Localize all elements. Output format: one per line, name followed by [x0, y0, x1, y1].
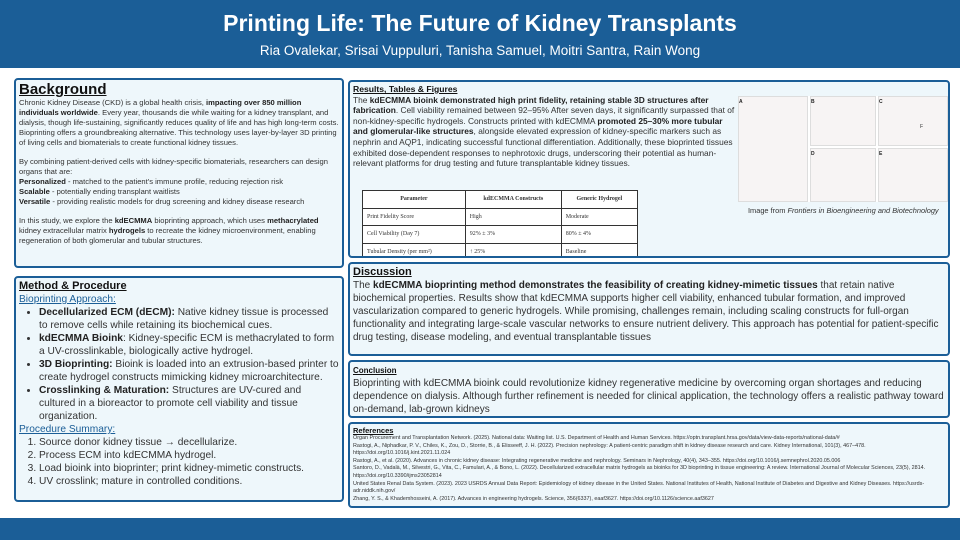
results-text: [353, 95, 738, 169]
background-heading: Background: [19, 81, 107, 98]
procedure-step: 2. Process ECM into kdECMMA hydrogel.: [39, 449, 339, 462]
cell: 92% ± 3%: [465, 226, 561, 244]
figure-caption: [748, 206, 939, 217]
reference-item: Rastogi, A., et al. (2020). Advances in chronic kidney disease: Integrating regenerative medicine and nephrology. Seminars in Nephrology, 40(4), 343–355. https://doi.org/10.1016/j.semnephrol.2020.05.006: [353, 457, 841, 464]
highlight: kdECMMA bioink demonstrated high print fidelity, retaining stable 3D structures after fabrication: [353, 94, 709, 116]
text: that retain native biochemical properties. Results show that kdECMMA supports higher cell viability, enhanced tubular formation, and improved vascularization compared to generic hydrogels. While promising, challenges remain, including scaling constructs for full-organ functionality and integrating large-scale vascular networks to ensure nutrient delivery. This approach has potential for patient-specific drug testing, disease modeling, and eventual transplantable tissues: [353, 280, 939, 343]
cell: High: [465, 208, 561, 226]
approach-step: [39, 306, 339, 332]
term: Scalable: [19, 187, 50, 196]
discussion-section: [348, 262, 950, 356]
panel-label: D: [811, 151, 815, 157]
conclusion-section: [348, 360, 950, 418]
poster-title: Printing Life: The Future of Kidney Transplants: [223, 10, 737, 36]
text: bioprinting approach, which uses: [152, 216, 268, 225]
highlight: impacting over 850 million individuals worldwide: [19, 98, 302, 117]
reference-item: Zhang, Y. S., & Khademhosseini, A. (2017). Advances in engineering hydrogels. Science, 356(6337), eaaf3627. https://doi.org/10.1126/science.aaf3627: [353, 495, 714, 502]
highlight: methacrylated: [267, 216, 319, 225]
background-paragraph-1: [19, 98, 339, 148]
highlight: kdECMMA: [114, 216, 153, 225]
discussion-heading: Discussion: [353, 266, 412, 278]
background-section: [14, 78, 344, 268]
text: . Every year, thousands die while waiting for a kidney transplant, and dialysis, though life-sustaining, significantly reduces quality of life and has high long-term costs. Bioprinting offers a groundbreaking alternative. This technology uses layer-by-layer 3D printing of living cells and biomaterials to create functional kidney tissues.: [19, 108, 339, 147]
cell: ↑ 25%: [465, 243, 561, 258]
procedure-step: 3. Load bioink into bioprinter; print kidney-mimetic constructs.: [39, 462, 339, 475]
authors: Ria Ovalekar, Srisai Vuppuluri, Tanisha Samuel, Moitri Santra, Rain Wong: [259, 43, 701, 58]
figure-panel: [738, 96, 808, 202]
table-row: [363, 243, 638, 258]
table-row: [363, 226, 638, 244]
text: The: [353, 94, 370, 105]
panel-label: A: [739, 99, 743, 105]
conclusion-text: Bioprinting with kdECMMA bioink could revolutionize kidney regenerative medicine by overcoming organ shortages and reducing dependence on dialysis. Although further refinement is needed for clinical application, the technology offers a realistic pathway toward on-demand, lab-grown kidneys: [353, 378, 944, 415]
highlight: hydrogels: [108, 226, 146, 235]
reference-item: Santoro, D., Vadalà, M., Silvestri, G., Vita, C., Famulari, A., & Bono, L. (2022). Decellularized extracellular matrix hydrogels as bioinks for 3D bioprinting in tissue engineering: A review. International Journal of Molecular Sciences, 23(5), 2814. https://doi.org/10.3390/ijms23052814: [353, 465, 926, 479]
term: Decellularized ECM (dECM):: [39, 307, 175, 318]
reference-item: United States Renal Data System. (2023). 2023 USRDS Annual Data Report: Epidemiology of kidney disease in the United States. National Institutes of Health, National Institute of Diabetes and Digestive and Kidney Diseases. https://usrds-adr.niddk.nih.gov/: [353, 480, 925, 495]
cell: Print Fidelity Score: [363, 208, 466, 226]
desc: - providing realistic models for drug screening and kidney disease research: [50, 197, 305, 206]
figure-panel: [878, 148, 948, 202]
benefit-item: [19, 187, 339, 197]
cell: Cell Viability (Day 7): [363, 226, 466, 244]
desc: Structures are UV-cured and cultured in a bioreactor to promote cell viability and tissue organization.: [39, 385, 302, 422]
panel-label: F: [920, 124, 924, 130]
text: . Cell viability remained between 92–95% After seven days, it significantly surpassed that of non-kidney-specific hydrogels. Constructs printed with kdECMMA: [353, 105, 735, 126]
table-row: [363, 208, 638, 226]
references-section: [348, 422, 950, 508]
table-header: Parameter: [363, 191, 466, 209]
approach-list: [19, 306, 339, 423]
term: kdECMMA Bioink: [39, 333, 123, 344]
term: Versatile: [19, 197, 51, 206]
reference-item: Organ Procurement and Transplantation Network. (2025). National data: Waiting list. U.S. Department of Health and Human Services. https://optn.transplant.hrsa.gov/data/view-data-reports/national-data/#: [353, 435, 840, 441]
procedure-step: 4. UV crosslink; mature in controlled conditions.: [39, 475, 339, 488]
cell: Moderate: [561, 208, 637, 226]
discussion-text: [353, 279, 945, 344]
procedure-list: [19, 436, 339, 488]
term: Personalized: [19, 177, 66, 186]
cell: 80% ± 4%: [561, 226, 637, 244]
results-section: [348, 80, 950, 258]
text: , alongside elevated expression of kidney-specific markers such as nephrin and AQP1, indicating successful functional differentiation. Additionally, these bioprinted tissues exhibited dose-dependent responses to nephrotoxic drugs, underscoring their potential as human-relevant platforms for drug testing and future transplantable kidney tissues.: [353, 126, 733, 169]
references-heading: References: [353, 426, 394, 435]
highlight: kdECMMA bioprinting method demonstrates the feasibility of creating kidney-mimetic tissues: [373, 280, 818, 291]
desc: Native kidney tissue is processed to remove cells while retaining its biochemical cues.: [39, 307, 329, 331]
title-banner: [0, 0, 960, 68]
text: The: [353, 280, 374, 291]
results-heading: Results, Tables & Figures: [353, 84, 458, 94]
method-heading: Method & Procedure: [19, 280, 127, 292]
caption-prefix: Image from: [748, 206, 788, 215]
procedure-summary-subheading: Procedure Summary:: [19, 424, 116, 435]
procedure-step: 1. Source donor kidney tissue → decellularize.: [39, 436, 339, 449]
figure-panel: [810, 96, 876, 146]
panel-label: C: [879, 99, 883, 105]
text: In this study, we explore the: [19, 216, 115, 225]
panel-label: E: [879, 151, 883, 157]
term: Crosslinking & Maturation:: [39, 385, 170, 396]
bioprinting-approach-subheading: Bioprinting Approach:: [19, 294, 116, 305]
term: 3D Bioprinting:: [39, 359, 113, 370]
cell: Baseline: [561, 243, 637, 258]
table-header: Generic Hydrogel: [561, 191, 637, 209]
caption-source: Frontiers in Bioengineering and Biotechnology: [787, 206, 939, 215]
approach-step: [39, 332, 339, 358]
background-paragraph-3: [19, 216, 339, 246]
approach-step: [39, 358, 339, 384]
text: Chronic Kidney Disease (CKD) is a global health crisis,: [19, 98, 206, 107]
desc: - potentially ending transplant waitlists: [49, 187, 180, 196]
results-table: [362, 190, 638, 258]
cell: Tubular Density (per mm²): [363, 243, 466, 258]
footer-bar: [0, 518, 960, 540]
method-section: [14, 276, 344, 502]
desc: Bioink is loaded into an extrusion-based printer to create hydrogel constructs mimicking kidney microarchitecture.: [39, 359, 339, 383]
benefit-item: [19, 177, 339, 187]
desc: - matched to the patient's immune profile, reducing rejection risk: [65, 177, 283, 186]
bioprinting-figure: [738, 96, 948, 202]
approach-step: [39, 384, 339, 423]
table-header: kdECMMA Constructs: [465, 191, 561, 209]
text: to recreate the kidney microenvironment, enabling regeneration of both glomerular and tubular structures.: [19, 226, 316, 245]
text: kidney extracellular matrix: [19, 226, 109, 235]
figure-panel: [878, 96, 948, 146]
background-paragraph-2: By combining patient-derived cells with kidney-specific biomaterials, researchers can design organs that are:: [19, 157, 328, 176]
reference-item: Rastogi, A., Niphadkar, P. V., Chiles, K., Zou, D., Storrie, B., & Elisseeff, J. H. (2022). Precision nephrology: A patient-centric paradigm shift in kidney disease research and care. Kidney International, 101(3), 467–478. https://doi.org/10.1016/j.kint.2021.11.024: [353, 442, 866, 457]
figure-panel: [810, 148, 876, 202]
panel-label: B: [811, 99, 815, 105]
highlight: promoted 25–30% more tubular and glomerular-like structures: [353, 115, 723, 137]
desc: : Kidney-specific ECM is methacrylated to form a UV-crosslinkable, biologically active hydrogel.: [39, 333, 335, 357]
benefit-item: [19, 197, 339, 207]
conclusion-heading: Conclusion: [353, 366, 397, 375]
